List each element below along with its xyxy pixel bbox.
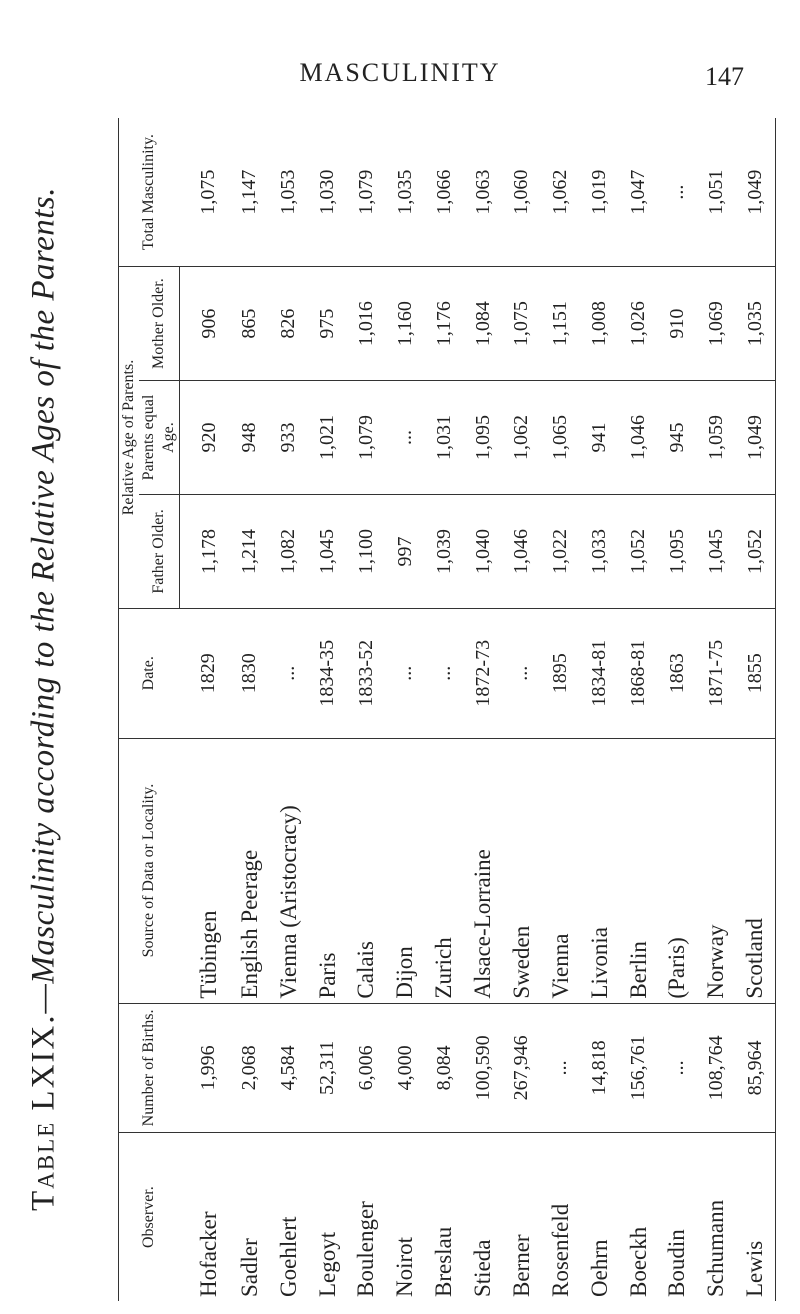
cell-mother-older: 1,008 [580,267,619,381]
cell-parents-equal: 1,021 [308,381,347,495]
cell-date: 1895 [541,608,580,738]
cell-total: 1,019 [588,169,611,215]
col-header-observer: Observer. [119,1133,180,1301]
cell-births: 8,084 [425,1003,464,1133]
cell-births: ... [658,1003,697,1133]
cell-births: 108,764 [697,1003,736,1133]
cell-births: 14,818 [580,1003,619,1133]
cell-births: 100,590 [464,1003,503,1133]
cell-source: (Paris) [658,738,697,1003]
cell-observer: Boudin [658,1133,697,1301]
table-caption [14,84,74,1314]
cell-mother-older: 826 [269,267,308,381]
cell-father-older: 1,033 [580,495,619,609]
cell-source: Vienna (Aristocracy) [269,738,308,1003]
cell-date: 1855 [736,608,776,738]
table-title: —Masculinity according to the Relative Ages of the Parents. [25,186,62,1014]
cell-date: 1863 [658,608,697,738]
cell-source: Scotland [736,738,776,1003]
cell-date: 1871-75 [697,608,736,738]
cell-births: 2,068 [230,1003,269,1133]
table-row [386,118,425,1301]
cell-observer: Berner [502,1133,541,1301]
cell-births: 156,761 [619,1003,658,1133]
col-header-date: Date. [119,608,180,738]
cell-date: ... [386,608,425,738]
page-header [0,58,800,88]
cell-births: 1,996 [180,1003,231,1133]
table-body [180,118,776,1301]
table-row [347,118,386,1301]
cell-births: 4,584 [269,1003,308,1133]
cell-parents-equal: 1,049 [736,381,776,495]
cell-mother-older: 1,176 [425,267,464,381]
cell-total: 1,060 [510,169,533,215]
cell-observer: Boeckh [619,1133,658,1301]
cell-father-older: 997 [386,495,425,609]
cell-mother-older: 865 [230,267,269,381]
cell-date: 1833-52 [347,608,386,738]
cell-source: Norway [697,738,736,1003]
cell-births: 267,946 [502,1003,541,1133]
table-row [541,118,580,1301]
cell-source: Calais [347,738,386,1003]
table-row [736,118,776,1301]
table-row [269,118,308,1301]
cell-observer: Legoyt [308,1133,347,1301]
masculinity-table [118,118,776,1301]
table-row [464,118,503,1301]
cell-observer: Lewis [736,1133,776,1301]
cell-father-older: 1,052 [619,495,658,609]
cell-date: ... [425,608,464,738]
cell-total: 1,066 [432,169,455,215]
cell-mother-older: 1,084 [464,267,503,381]
cell-total: 1,030 [316,169,339,215]
table-row [502,118,541,1301]
cell-observer: Noirot [386,1133,425,1301]
cell-total: 1,079 [354,169,377,215]
cell-births: 6,006 [347,1003,386,1133]
cell-date: ... [269,608,308,738]
cell-parents-equal: ... [386,381,425,495]
cell-mother-older: 906 [180,267,231,381]
cell-father-older: 1,045 [697,495,736,609]
cell-total: 1,049 [743,169,766,215]
cell-parents-equal: 920 [180,381,231,495]
cell-mother-older: 1,026 [619,267,658,381]
cell-observer: Stieda [464,1133,503,1301]
cell-father-older: 1,178 [180,495,231,609]
page-number: 147 [705,62,744,91]
cell-mother-older: 1,016 [347,267,386,381]
cell-total: 1,035 [393,169,416,215]
cell-date: 1834-81 [580,608,619,738]
cell-date: 1829 [180,608,231,738]
running-title: MASCULINITY [299,58,501,87]
table-container [118,118,776,1301]
cell-observer: Schumann [697,1133,736,1301]
cell-parents-equal: 948 [230,381,269,495]
cell-total: 1,063 [471,169,494,215]
cell-parents-equal: 1,031 [425,381,464,495]
cell-total: 1,047 [627,169,650,215]
cell-father-older: 1,214 [230,495,269,609]
cell-mother-older: 1,035 [736,267,776,381]
table-row [658,118,697,1301]
cell-total: 1,053 [277,169,300,215]
cell-father-older: 1,039 [425,495,464,609]
col-header-mother-older: Mother Older. [139,267,180,381]
cell-mother-older: 1,160 [386,267,425,381]
col-header-source: Source of Data or Locality. [119,738,180,1003]
cell-observer: Oehrn [580,1133,619,1301]
col-header-births: Number of Births. [119,1003,180,1133]
table-row [180,118,231,1301]
table-row [230,118,269,1301]
cell-total: 1,075 [197,169,220,215]
cell-observer: Boulenger [347,1133,386,1301]
cell-father-older: 1,040 [464,495,503,609]
cell-father-older: 1,022 [541,495,580,609]
cell-births: 85,964 [736,1003,776,1133]
cell-source: Alsace-Lorraine [464,738,503,1003]
cell-father-older: 1,045 [308,495,347,609]
cell-parents-equal: 1,079 [347,381,386,495]
cell-mother-older: 975 [308,267,347,381]
cell-father-older: 1,082 [269,495,308,609]
cell-births: 4,000 [386,1003,425,1133]
cell-total: 1,147 [238,169,261,215]
cell-date: 1830 [230,608,269,738]
cell-source: Dijon [386,738,425,1003]
cell-source: English Peerage [230,738,269,1003]
table-row [308,118,347,1301]
col-header-father-older: Father Older. [139,495,180,609]
cell-source: Vienna [541,738,580,1003]
cell-mother-older: 910 [658,267,697,381]
cell-parents-equal: 1,065 [541,381,580,495]
cell-father-older: 1,095 [658,495,697,609]
cell-births: ... [541,1003,580,1133]
table-row [580,118,619,1301]
cell-observer: Sadler [230,1133,269,1301]
table-label: Table LXIX. [25,1013,62,1212]
cell-mother-older: 1,151 [541,267,580,381]
cell-births: 52,311 [308,1003,347,1133]
cell-parents-equal: 945 [658,381,697,495]
cell-total: ... [665,184,688,200]
cell-father-older: 1,046 [502,495,541,609]
cell-parents-equal: 941 [580,381,619,495]
cell-source: Livonia [580,738,619,1003]
col-header-relative-age: Relative Age of Parents. [119,267,140,609]
cell-source: Tübingen [180,738,231,1003]
cell-parents-equal: 933 [269,381,308,495]
cell-source: Berlin [619,738,658,1003]
col-header-parents-equal: Parents equal Age. [139,381,180,495]
cell-parents-equal: 1,095 [464,381,503,495]
cell-observer: Hofacker [180,1133,231,1301]
cell-father-older: 1,052 [736,495,776,609]
cell-parents-equal: 1,046 [619,381,658,495]
cell-date: 1834-35 [308,608,347,738]
cell-total: 1,051 [704,169,727,215]
cell-father-older: 1,100 [347,495,386,609]
col-header-total: Total Masculinity. [140,134,158,251]
table-row [425,118,464,1301]
cell-parents-equal: 1,059 [697,381,736,495]
cell-observer: Goehlert [269,1133,308,1301]
table-row [619,118,658,1301]
cell-mother-older: 1,069 [697,267,736,381]
cell-date: ... [502,608,541,738]
cell-observer: Rosenfeld [541,1133,580,1301]
table-row [697,118,736,1301]
cell-source: Zurich [425,738,464,1003]
cell-parents-equal: 1,062 [502,381,541,495]
cell-date: 1868-81 [619,608,658,738]
cell-total: 1,062 [549,169,572,215]
cell-mother-older: 1,075 [502,267,541,381]
cell-date: 1872-73 [464,608,503,738]
cell-source: Paris [308,738,347,1003]
cell-source: Sweden [502,738,541,1003]
cell-observer: Breslau [425,1133,464,1301]
